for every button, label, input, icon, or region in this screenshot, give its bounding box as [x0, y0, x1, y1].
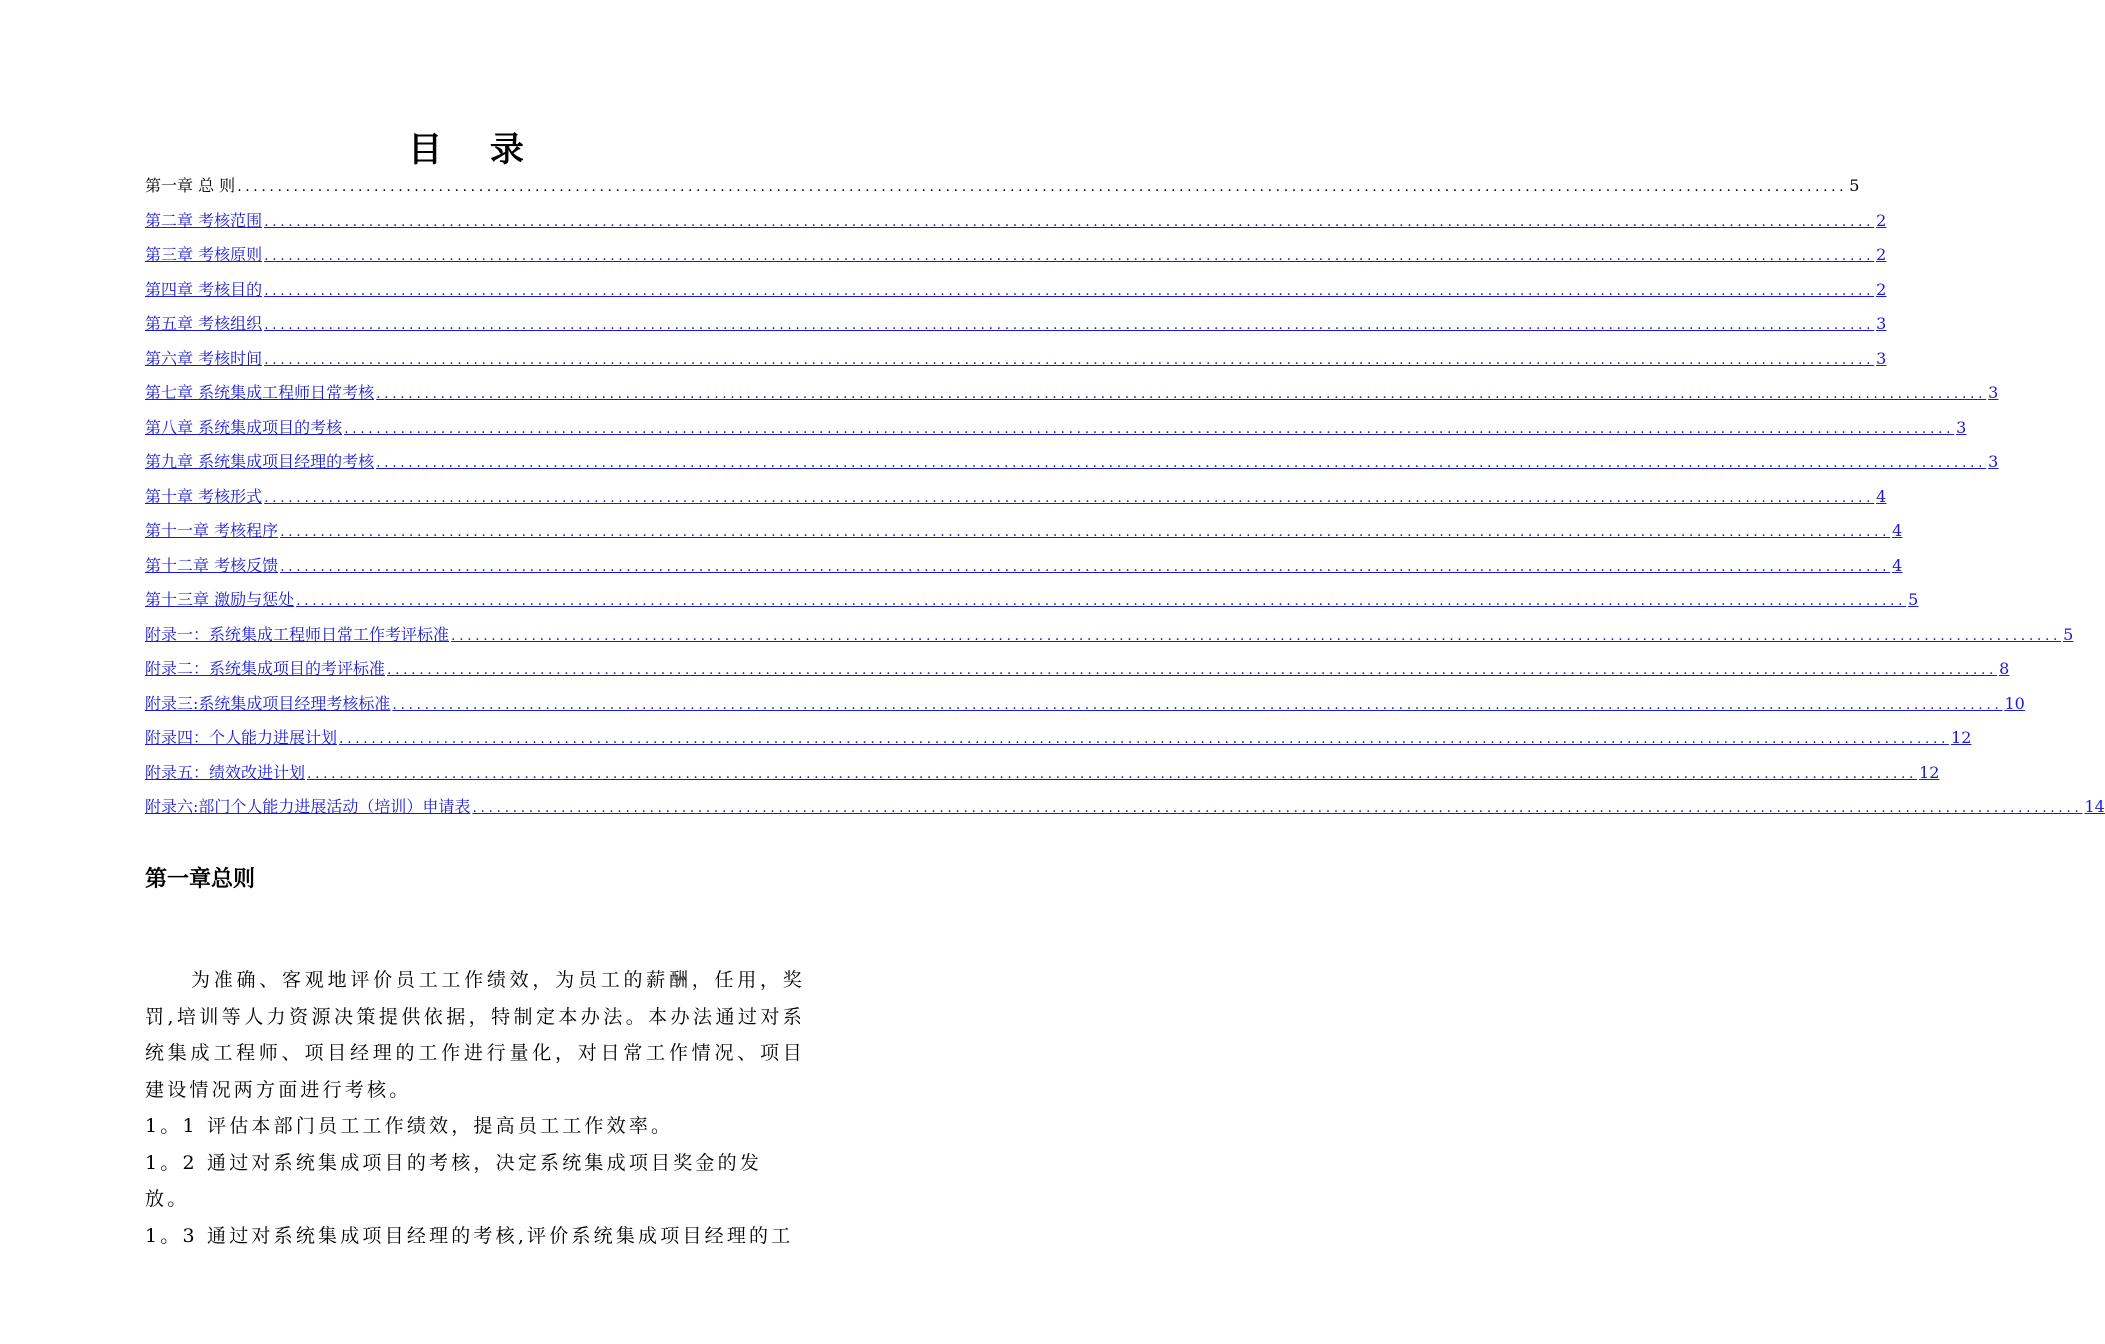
toc-leader-dots: ........................................................................................................................................................................................................ [339, 731, 1950, 747]
toc-leader-dots: ........................................................................................................................................................................................................ [296, 593, 1907, 609]
toc-entry[interactable] [145, 657, 2010, 692]
toc-entry-page: 3 [1876, 314, 1887, 333]
toc-leader-dots: ........................................................................................................................................................................................................ [387, 662, 1998, 678]
toc-entry-label: 第七章 系统集成工程师日常考核 [145, 383, 375, 402]
toc-entry-page: 12 [1919, 762, 1940, 782]
toc-entry-label: 第一章 总 则 [145, 176, 236, 195]
toc-leader-dots: ........................................................................................................................................................................................................ [237, 179, 1848, 195]
toc-leader-dots: ........................................................................................................................................................................................................ [280, 558, 1891, 575]
toc-entry-page: 3 [1876, 348, 1887, 368]
toc-leader-dots: ........................................................................................................................................................................................................ [376, 455, 1987, 471]
list-item: 1。3 通过对系统集成项目经理的考核,评价系统集成项目经理的工 [145, 1224, 794, 1247]
list-item: 1。2 通过对系统集成项目的考核，决定系统集成项目奖金的发放。 [145, 1151, 763, 1210]
toc-entry-page: 2 [1876, 279, 1887, 299]
toc-entry[interactable] [145, 278, 1887, 313]
toc-entry-label: 第六章 考核时间 [145, 348, 263, 368]
toc-entry[interactable] [145, 554, 1903, 589]
toc-leader-dots: ........................................................................................................................................................................................................ [376, 386, 1987, 402]
toc-title: 目 录 [408, 130, 542, 170]
toc-entry[interactable] [145, 450, 1999, 485]
toc-leader-dots: ........................................................................................................................................................................................................ [472, 800, 2083, 816]
toc-entry[interactable] [145, 726, 1972, 761]
toc-entry-page: 14 [2084, 797, 2105, 816]
toc-entry-page: 10 [2004, 693, 2025, 713]
intro-paragraph: 为准确、客观地评价员工工作绩效，为员工的薪酬，任用，奖罚,培训等人力资源决策提供依据，特制定本办法。本办法通过对系统集成工程师、项目经理的工作进行量化，对日常工作情况、项目建设情况两方面进行考核。 [145, 969, 805, 1101]
toc-entry-label: 第五章 考核组织 [145, 314, 263, 333]
toc-entry[interactable] [145, 347, 1887, 382]
toc-leader-dots: ........................................................................................................................................................................................................ [392, 696, 2003, 713]
toc-entry-label: 附录二：系统集成项目的考评标准 [145, 659, 386, 678]
toc-entry-page: 4 [1892, 555, 1903, 575]
toc-entry-page: 2 [1876, 245, 1887, 264]
toc-entry-label: 第四章 考核目的 [145, 279, 263, 299]
toc-entry-page: 5 [1908, 590, 1919, 609]
toc-entry-label: 附录六:部门个人能力进展活动（培训）申请表 [145, 797, 471, 816]
toc-entry[interactable] [145, 692, 2025, 727]
toc-entry-label: 附录四：个人能力进展计划 [145, 728, 338, 747]
toc-leader-dots: ........................................................................................................................................................................................................ [307, 765, 1918, 782]
toc-leader-dots: ........................................................................................................................................................................................................ [280, 524, 1891, 540]
toc-entry[interactable] [145, 761, 1940, 796]
toc-entry-page: 5 [2063, 624, 2074, 644]
toc-entry-label: 第十一章 考核程序 [145, 521, 279, 540]
toc-entry-label: 附录三:系统集成项目经理考核标准 [145, 693, 391, 713]
toc-leader-dots: ........................................................................................................................................................................................................ [344, 420, 1955, 437]
toc-entry-label: 第三章 考核原则 [145, 245, 263, 264]
toc-entry[interactable] [145, 795, 2105, 830]
toc-entry-page: 5 [1849, 176, 1860, 195]
list-item: 1。1 评估本部门员工工作绩效，提高员工工作效率。 [145, 1115, 674, 1137]
chapter-body [145, 962, 805, 1254]
toc-leader-dots: ........................................................................................................................................................................................................ [264, 282, 1875, 299]
toc-leader-dots: ........................................................................................................................................................................................................ [264, 351, 1875, 368]
toc-entry-page: 2 [1876, 210, 1887, 230]
toc-entry[interactable] [145, 416, 1967, 451]
toc-entry[interactable] [145, 209, 1887, 244]
toc-entry-page: 3 [1988, 452, 1999, 471]
toc-entry-page: 4 [1876, 486, 1887, 506]
toc-leader-dots: ........................................................................................................................................................................................................ [264, 489, 1875, 506]
toc-entry[interactable] [145, 243, 1887, 278]
toc-entry[interactable] [145, 623, 2074, 658]
toc-leader-dots: ........................................................................................................................................................................................................ [264, 248, 1875, 264]
toc-entry-label: 第二章 考核范围 [145, 210, 263, 230]
toc-entry-page: 4 [1892, 521, 1903, 540]
toc-entry-label: 附录一：系统集成工程师日常工作考评标准 [145, 624, 450, 644]
toc-entry[interactable] [145, 381, 1999, 416]
toc-entry-label: 第九章 系统集成项目经理的考核 [145, 452, 375, 471]
chapter-heading: 第一章总则 [145, 867, 256, 892]
toc-leader-dots: ........................................................................................................................................................................................................ [264, 317, 1875, 333]
toc-entry[interactable] [145, 485, 1887, 520]
toc-leader-dots: ........................................................................................................................................................................................................ [264, 213, 1875, 230]
toc-entry[interactable] [145, 312, 1887, 347]
toc-entry-page: 3 [1956, 417, 1967, 437]
toc-entry[interactable] [145, 519, 1903, 554]
toc-entry-label: 附录五：绩效改进计划 [145, 762, 306, 782]
table-of-contents [145, 174, 2105, 830]
toc-entry-label: 第十三章 激励与惩处 [145, 590, 295, 609]
toc-entry-label: 第八章 系统集成项目的考核 [145, 417, 343, 437]
toc-leader-dots: ........................................................................................................................................................................................................ [451, 627, 2062, 644]
toc-entry-page: 8 [1999, 659, 2010, 678]
toc-entry [145, 174, 1860, 209]
toc-entry-page: 12 [1951, 728, 1972, 747]
toc-entry-label: 第十章 考核形式 [145, 486, 263, 506]
toc-entry-label: 第十二章 考核反馈 [145, 555, 279, 575]
toc-entry[interactable] [145, 588, 1919, 623]
toc-entry-page: 3 [1988, 383, 1999, 402]
